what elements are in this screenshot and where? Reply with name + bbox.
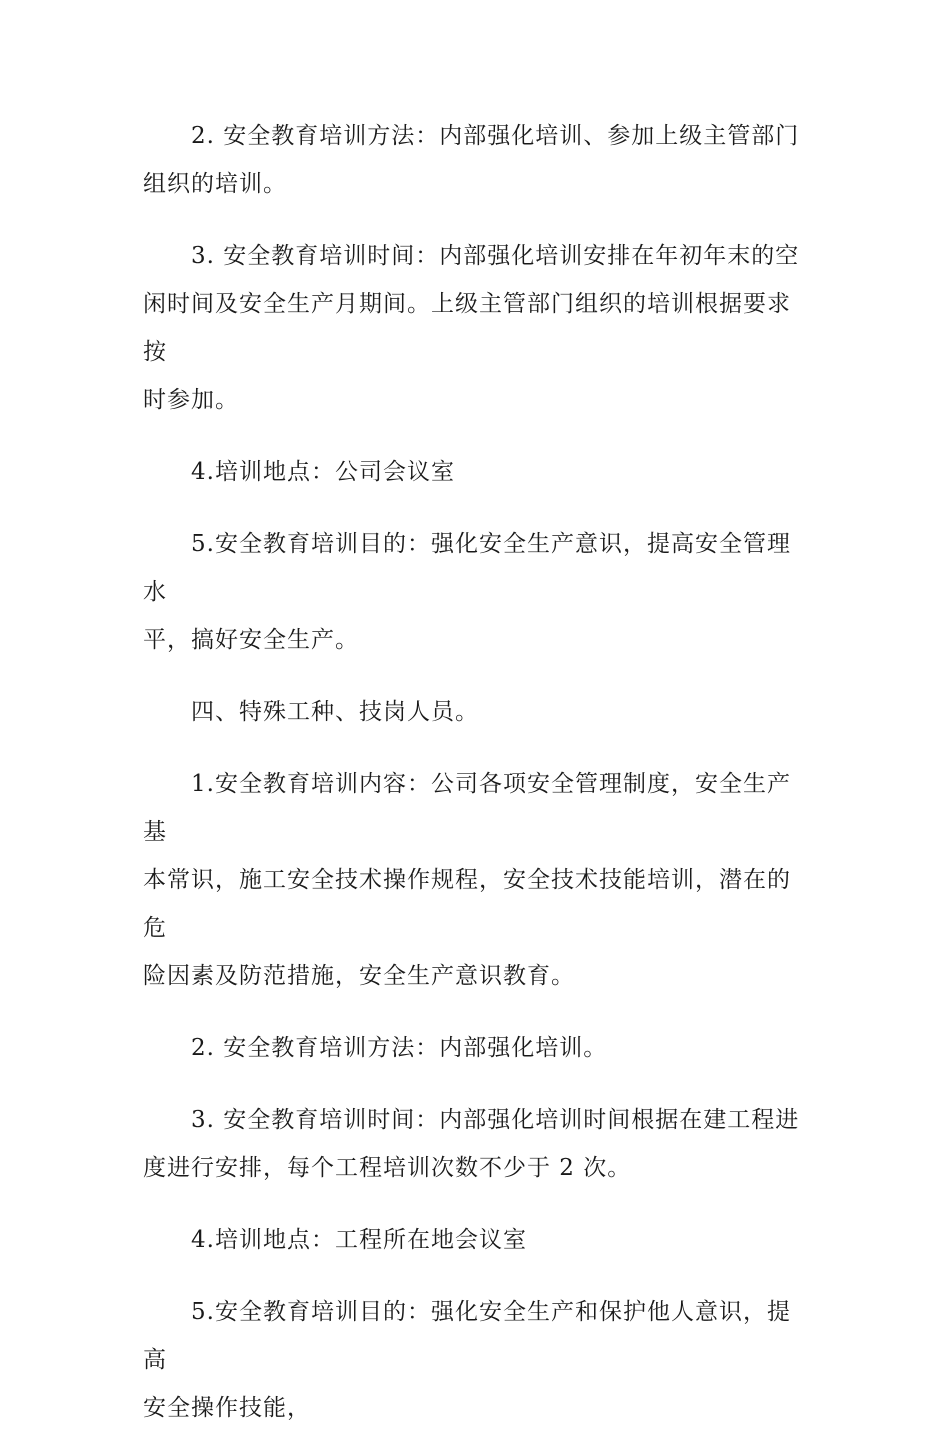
text-line: 3. 安全教育培训时间：内部强化培训时间根据在建工程进 <box>191 1107 800 1133</box>
text-line: 度进行安排，每个工程培训次数不少于 2 次。 <box>143 1155 632 1181</box>
paragraph-location <box>143 448 808 496</box>
text-line: 4.培训地点：工程所在地会议室 <box>191 1227 527 1253</box>
text-line: 2. 安全教育培训方法：内部强化培训、参加上级主管部门 <box>191 123 800 149</box>
paragraph-location <box>143 1216 808 1264</box>
text-line: 3. 安全教育培训时间：内部强化培训安排在年初年末的空 <box>191 243 800 269</box>
text-line: 1.安全教育培训内容：公司各项安全管理制度，安全生产基 <box>143 771 791 845</box>
paragraph-method <box>143 112 808 208</box>
text-line: 4.培训地点：公司会议室 <box>191 459 455 485</box>
text-line: 安全操作技能， <box>143 1395 311 1421</box>
text-line: 组织的培训。 <box>143 171 287 197</box>
text-line: 平，搞好安全生产。 <box>143 627 359 653</box>
paragraph-time <box>143 1096 808 1192</box>
text-line: 本常识，施工安全技术操作规程，安全技术技能培训，潜在的危 <box>143 867 791 941</box>
text-line: 5.安全教育培训目的：强化安全生产和保护他人意识，提高 <box>143 1299 791 1373</box>
section-heading <box>143 688 808 736</box>
text-line: 2. 安全教育培训方法：内部强化培训。 <box>191 1035 608 1061</box>
text-line: 四、特殊工种、技岗人员。 <box>191 699 479 725</box>
paragraph-goal <box>143 520 808 664</box>
document-body <box>143 112 808 1456</box>
text-line: 闲时间及安全生产月期间。上级主管部门组织的培训根据要求按 <box>143 291 791 365</box>
text-line: 时参加。 <box>143 387 239 413</box>
paragraph-goal <box>143 1288 808 1432</box>
paragraph-time <box>143 232 808 424</box>
paragraph-method <box>143 1024 808 1072</box>
text-line: 5.安全教育培训目的：强化安全生产意识，提高安全管理水 <box>143 531 791 605</box>
paragraph-content <box>143 760 808 1000</box>
text-line: 险因素及防范措施，安全生产意识教育。 <box>143 963 575 989</box>
